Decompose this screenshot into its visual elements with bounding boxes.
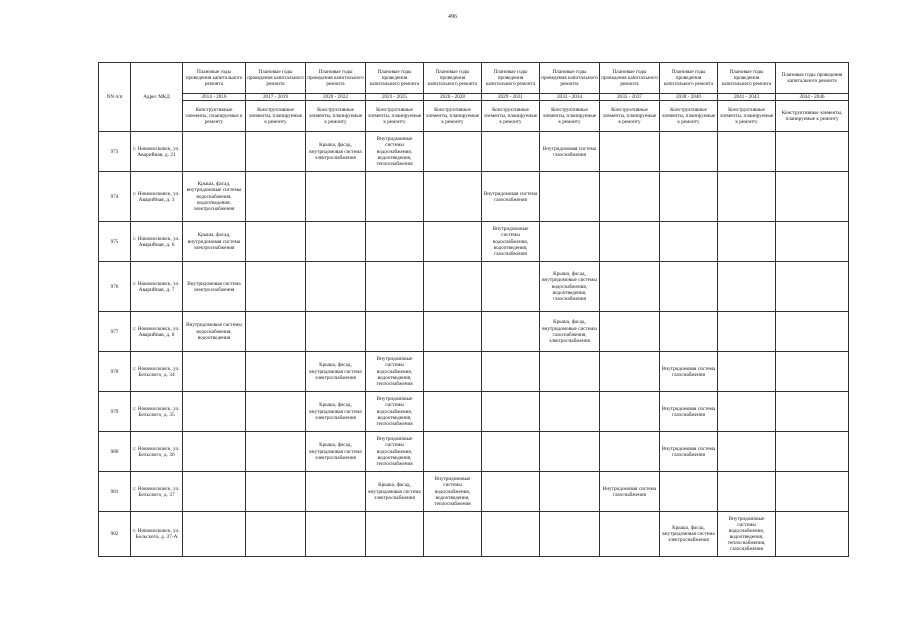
header-years-7: 2035 - 2037 <box>600 94 660 101</box>
repair-cell <box>540 472 600 512</box>
repair-cell <box>600 172 660 222</box>
repair-cell: Крыша, фасад, внутридомовые системы водоснабжения, водоотведения, электроснабжения <box>183 172 246 222</box>
header-period-label: Плановые годы проведения капитального ремонта <box>424 63 482 94</box>
repair-cell <box>718 432 776 472</box>
row-address: г. Новомосковск, ул. Бельского, д. 37-А <box>131 512 183 557</box>
repair-cell <box>482 392 540 432</box>
repair-cell <box>540 222 600 262</box>
repair-cell: Внутридомовые системы водоснабжения, водоотведения, теплоснабжения <box>366 392 424 432</box>
repair-cell <box>424 172 482 222</box>
repair-cell: Внутридомовые системы водоснабжения, водоотведения, теплоснабжения, газоснабжения <box>718 512 776 557</box>
repair-cell <box>246 432 306 472</box>
repair-cell <box>246 172 306 222</box>
header-years-9: 2041 - 2043 <box>718 94 776 101</box>
repair-cell <box>718 132 776 172</box>
repair-cell <box>660 312 718 352</box>
repair-cell: Внутридомовая система электроснабжения <box>183 262 246 312</box>
header-years-8: 2038 - 2040 <box>660 94 718 101</box>
table-row <box>99 352 849 392</box>
header-period-label: Плановые годы проведения капитального ремонта <box>718 63 776 94</box>
repair-cell <box>718 172 776 222</box>
repair-cell: Крыша, фасад, внутридомовая система электроснабжения <box>366 472 424 512</box>
repair-cell <box>306 222 366 262</box>
repair-cell <box>540 432 600 472</box>
header-period-label: Плановые годы проведения капитального ремонта <box>183 63 246 94</box>
row-address: г. Новомосковск, ул. Бельского, д. 37 <box>131 472 183 512</box>
repair-cell: Внутридомовые системы водоснабжения, водоотведения, теплоснабжения <box>366 132 424 172</box>
page-number: 496 <box>448 14 457 20</box>
row-number: 980 <box>99 432 131 472</box>
repair-cell <box>540 352 600 392</box>
repair-cell: Внутридомовые системы водоснабжения, водоотведения, теплоснабжения <box>424 472 482 512</box>
repair-cell <box>600 432 660 472</box>
repair-cell <box>718 352 776 392</box>
header-years-10: 2044 - 2046 <box>776 94 849 101</box>
repair-cell <box>540 392 600 432</box>
table-row <box>99 312 849 352</box>
repair-cell: Крыша, фасад, внутридомовая система электроснабжения <box>183 222 246 262</box>
repair-cell <box>424 432 482 472</box>
repair-cell <box>246 132 306 172</box>
repair-cell: Крыша, фасад, внутридомовые системы водоснабжения, водоотведения, газоснабжения <box>540 262 600 312</box>
repair-cell <box>183 352 246 392</box>
row-number: 981 <box>99 472 131 512</box>
row-address: г. Новомосковск, ул. Аварийная, д. 3 <box>131 172 183 222</box>
repair-cell: Внутридомовая система газоснабжения <box>600 472 660 512</box>
table-row <box>99 262 849 312</box>
header-years-2: 2020 - 2022 <box>306 94 366 101</box>
repair-cell <box>600 512 660 557</box>
header-number: NN п/п <box>99 63 131 132</box>
table-row <box>99 392 849 432</box>
repair-cell <box>482 432 540 472</box>
repair-cell <box>366 312 424 352</box>
repair-cell <box>776 512 849 557</box>
repair-cell: Крыша, фасад, внутридомовая система электроснабжения <box>306 392 366 432</box>
repair-cell <box>183 432 246 472</box>
repair-cell <box>718 392 776 432</box>
header-years-3: 2023 - 2025 <box>366 94 424 101</box>
repair-cell <box>366 222 424 262</box>
row-address: г. Новомосковск, ул. Бельского, д. 36 <box>131 432 183 472</box>
row-address: г. Новомосковск, ул. Аварийная, д. 8 <box>131 312 183 352</box>
repair-cell <box>776 432 849 472</box>
row-number: 978 <box>99 352 131 392</box>
header-period-label: Плановые годы проведения капитального ремонта <box>600 63 660 94</box>
repair-cell <box>306 512 366 557</box>
repair-cell <box>600 262 660 312</box>
header-elements-label: Конструктивные элементы, планируемые к ремонту <box>424 101 482 132</box>
header-elements-label: Конструктивные элементы, планируемые к ремонту <box>183 101 246 132</box>
header-elements-label: Конструктивные элементы, планируемые к ремонту <box>660 101 718 132</box>
row-address: г. Новомосковск, ул. Бельского, д. 34 <box>131 352 183 392</box>
repair-cell <box>366 512 424 557</box>
table-row <box>99 172 849 222</box>
repair-cell: Внутридомовые системы водоснабжения, водоотведения, газоснабжения <box>482 222 540 262</box>
repair-cell <box>246 512 306 557</box>
repair-cell <box>482 132 540 172</box>
header-period-label: Плановые годы проведения капитального ремонта <box>306 63 366 94</box>
row-number: 979 <box>99 392 131 432</box>
row-address: г. Новомосковск, ул. Аварийная, д. 6 <box>131 222 183 262</box>
repair-cell <box>424 512 482 557</box>
header-period-label: Плановые годы проведения капитального ремонта <box>482 63 540 94</box>
repair-cell <box>482 262 540 312</box>
repair-cell: Внутридомовая система газоснабжения <box>660 392 718 432</box>
repair-cell <box>424 262 482 312</box>
repair-cell <box>366 172 424 222</box>
header-elements-label: Конструктивные элементы, планируемые к ремонту <box>246 101 306 132</box>
header-elements-label: Конструктивные элементы, планируемые к ремонту <box>600 101 660 132</box>
repair-cell <box>246 262 306 312</box>
repair-cell <box>424 222 482 262</box>
header-years-1: 2017 - 2019 <box>246 94 306 101</box>
repair-cell <box>600 392 660 432</box>
repair-cell <box>424 352 482 392</box>
row-number: 976 <box>99 262 131 312</box>
repair-cell <box>776 262 849 312</box>
header-period-label: Плановые годы проведения капитального ремонта <box>660 63 718 94</box>
repair-cell: Внутридомовая система газоснабжения <box>660 352 718 392</box>
repair-cell <box>424 132 482 172</box>
repair-cell <box>183 392 246 432</box>
repair-cell <box>660 262 718 312</box>
header-years-0: 2014 - 2016 <box>183 94 246 101</box>
repair-cell <box>600 132 660 172</box>
row-number: 974 <box>99 172 131 222</box>
repair-cell: Крыша, фасад, внутридомовая система электроснабжения <box>660 512 718 557</box>
repair-cell <box>246 312 306 352</box>
header-period-label: Плановые годы проведения капитального ремонта <box>366 63 424 94</box>
table-row <box>99 512 849 557</box>
repair-cell <box>776 132 849 172</box>
row-number: 975 <box>99 222 131 262</box>
header-elements-label: Конструктивные элементы, планируемые к ремонту <box>718 101 776 132</box>
repair-cell <box>718 222 776 262</box>
repair-cell <box>600 312 660 352</box>
repair-cell <box>306 262 366 312</box>
repair-cell <box>246 352 306 392</box>
header-elements-label: Конструктивные элементы, планируемые к ремонту <box>306 101 366 132</box>
repair-cell <box>600 352 660 392</box>
capital-repair-schedule-table <box>98 62 849 557</box>
repair-cell <box>660 132 718 172</box>
repair-cell <box>718 472 776 512</box>
header-elements-label: Конструктивные элементы, планируемые к ремонту <box>540 101 600 132</box>
repair-cell <box>482 472 540 512</box>
repair-cell <box>660 222 718 262</box>
repair-cell <box>306 312 366 352</box>
header-years-4: 2026 - 2028 <box>424 94 482 101</box>
repair-cell <box>776 312 849 352</box>
repair-cell <box>246 222 306 262</box>
repair-cell <box>482 512 540 557</box>
row-number: 982 <box>99 512 131 557</box>
repair-cell <box>718 262 776 312</box>
repair-cell <box>246 472 306 512</box>
repair-cell: Крыша, фасад, внутридомовая система электроснабжения <box>306 352 366 392</box>
row-number: 977 <box>99 312 131 352</box>
repair-cell: Внутридомовые системы водоснабжения, водоотведения <box>183 312 246 352</box>
repair-cell <box>600 222 660 262</box>
repair-cell <box>366 262 424 312</box>
repair-cell <box>482 352 540 392</box>
table-row <box>99 132 849 172</box>
repair-cell: Внутридомовые системы водоснабжения, водоотведения, теплоснабжения <box>366 352 424 392</box>
repair-cell <box>306 472 366 512</box>
row-address: г. Новомосковск, ул. Аварийная, д. 7 <box>131 262 183 312</box>
repair-cell: Внутридомовая система газоснабжения <box>660 432 718 472</box>
header-period-label: Плановые годы проведения капитального ремонта <box>246 63 306 94</box>
header-years-5: 2029 - 2031 <box>482 94 540 101</box>
repair-cell: Внутридомовая система газоснабжения <box>540 132 600 172</box>
repair-cell <box>660 172 718 222</box>
header-period-label: Плановые годы проведения капитального ремонта <box>776 63 849 94</box>
header-elements-label: Конструктивные элементы, планируемые к ремонту <box>366 101 424 132</box>
header-elements-label: Конструктивные элементы, планируемые к ремонту <box>482 101 540 132</box>
header-elements-label: Конструктивные элементы, планируемые к ремонту <box>776 101 849 132</box>
repair-cell: Внутридомовые системы водоснабжения, водоотведения, теплоснабжения <box>366 432 424 472</box>
table-row <box>99 432 849 472</box>
repair-cell <box>776 352 849 392</box>
repair-cell: Крыша, фасад, внутридомовые системы газоснабжения, электроснабжения <box>540 312 600 352</box>
repair-cell: Внутридомовая система газоснабжения <box>482 172 540 222</box>
repair-cell <box>776 172 849 222</box>
repair-cell <box>183 472 246 512</box>
header-period-label: Плановые годы проведения капитального ремонта <box>540 63 600 94</box>
repair-cell <box>482 312 540 352</box>
repair-cell <box>246 392 306 432</box>
repair-cell <box>776 222 849 262</box>
repair-cell <box>540 512 600 557</box>
repair-cell <box>718 312 776 352</box>
row-number: 973 <box>99 132 131 172</box>
repair-cell: Крыша, фасад, внутридомовая система электроснабжения <box>306 432 366 472</box>
repair-cell <box>776 472 849 512</box>
header-years-6: 2032 - 2034 <box>540 94 600 101</box>
table-row <box>99 222 849 262</box>
repair-cell <box>660 472 718 512</box>
repair-cell: Крыша, фасад, внутридомовая система электроснабжения <box>306 132 366 172</box>
repair-cell <box>424 392 482 432</box>
repair-cell <box>776 392 849 432</box>
repair-cell <box>183 132 246 172</box>
repair-cell <box>306 172 366 222</box>
header-address: Адрес МКД <box>131 63 183 132</box>
repair-cell <box>540 172 600 222</box>
row-address: г. Новомосковск, ул. Аварийная, д. 21 <box>131 132 183 172</box>
repair-cell <box>183 512 246 557</box>
table-row <box>99 472 849 512</box>
row-address: г. Новомосковск, ул. Бельского, д. 35 <box>131 392 183 432</box>
repair-cell <box>424 312 482 352</box>
